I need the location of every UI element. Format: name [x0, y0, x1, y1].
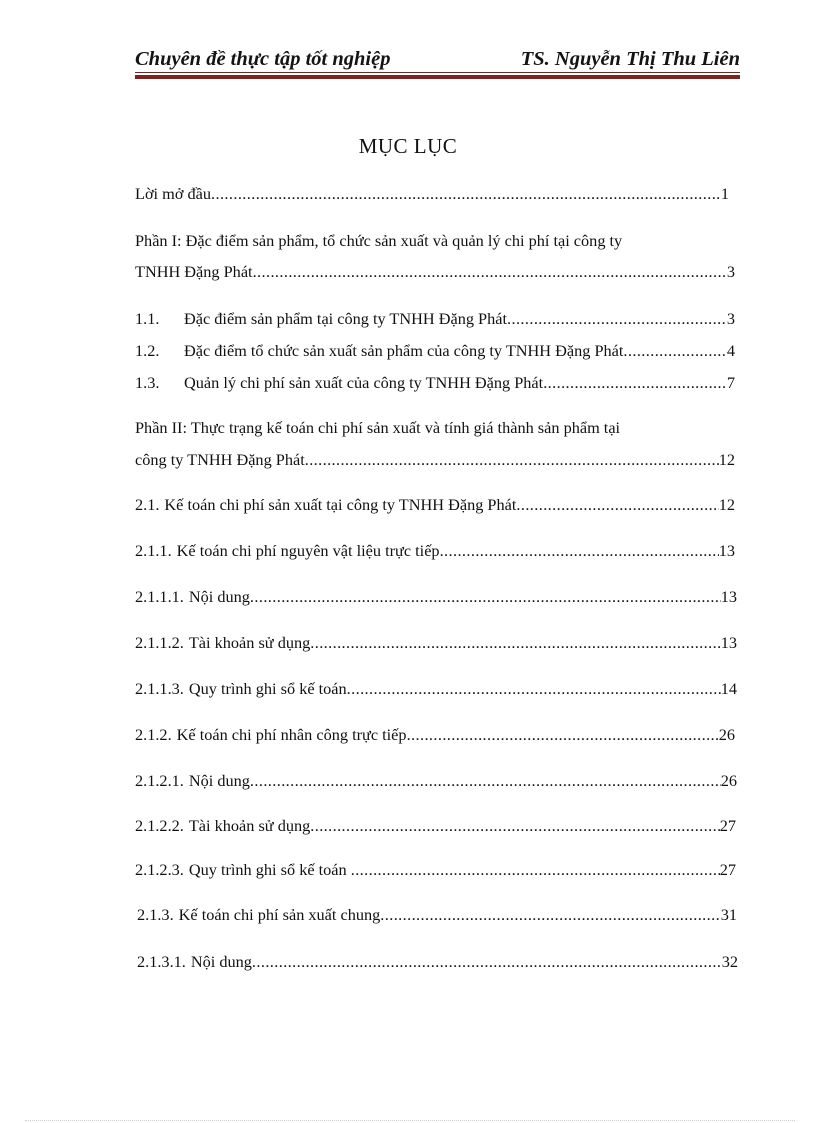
toc-entry[interactable] [135, 815, 736, 837]
toc-page-number: 4 [726, 341, 735, 360]
toc-entry-number: 2.1.2.2. [135, 816, 184, 835]
toc-entry-number: 1.2. [135, 341, 160, 360]
toc-page-number: 3 [726, 309, 735, 328]
toc-page-number: 14 [720, 679, 737, 698]
toc-entry-text: Kế toán chi phí nguyên vật liệu trực tiếp [176, 541, 440, 560]
toc-dot-leader [310, 815, 719, 837]
toc-entry-text: Kế toán chi phí sản xuất tại công ty TNHH Đặng Phát [164, 495, 517, 514]
toc-entry-text: Lời mở đầu [135, 184, 212, 203]
toc-page-number: 13 [720, 587, 737, 606]
toc-dot-leader [623, 340, 726, 362]
toc-entry[interactable] [135, 540, 735, 562]
toc-entry-text: Quản lý chi phí sản xuất của công ty TNHH Đặng Phát [184, 373, 544, 392]
toc-entry-number: 2.1.2.3. [135, 860, 184, 879]
toc-entry-text: Nội dung [190, 952, 252, 971]
toc-entry-number: 2.1.1.1. [135, 587, 184, 606]
toc-entry-number: 2.1.1.2. [135, 633, 184, 652]
toc-entry[interactable] [135, 183, 729, 205]
toc-page-number: 13 [720, 633, 737, 652]
toc-page-number: 26 [718, 725, 735, 744]
toc-entry-text: Kế toán chi phí nhân công trực tiếp [176, 725, 407, 744]
toc-dot-leader [305, 449, 719, 471]
toc-page-number: 32 [721, 952, 738, 971]
toc-page-number: 3 [726, 262, 735, 281]
toc-dot-leader [351, 859, 720, 881]
toc-page-number: 13 [718, 541, 735, 560]
toc-entry-number: 2.1.2.1. [135, 771, 184, 790]
header-document-type: Chuyên đề thực tập tốt nghiệp [135, 48, 391, 70]
toc-entry-text: Nội dung [188, 587, 250, 606]
page-title: MỤC LỤC [358, 134, 458, 158]
toc-entry-heading-line[interactable]: Phần II: Thực trạng kế toán chi phí sản xuất và tính giá thành sản phẩm tại [135, 418, 621, 437]
toc-entry-text: Đặc điểm sản phẩm tại công ty TNHH Đặng Phát [184, 309, 507, 328]
header-advisor-name: TS. Nguyễn Thị Thu Liên [520, 48, 740, 70]
toc-entry[interactable] [135, 449, 735, 471]
toc-entry-number: 1.3. [135, 373, 160, 392]
toc-entry-text: Tài khoản sử dụng [188, 633, 311, 652]
toc-entry-heading-line[interactable]: Phần I: Đặc điểm sản phẩm, tổ chức sản xuất và quản lý chi phí tại công ty [135, 231, 623, 250]
toc-entry[interactable] [135, 494, 735, 516]
toc-dot-leader [516, 494, 718, 516]
toc-entry[interactable] [135, 261, 735, 283]
toc-page-number: 31 [720, 905, 737, 924]
page-header [135, 46, 740, 72]
toc-page-number: 7 [726, 373, 735, 392]
header-divider [135, 72, 740, 79]
toc-entry-text: Nội dung [188, 771, 250, 790]
toc-page-number: 1 [720, 184, 729, 203]
toc-dot-leader [507, 308, 727, 330]
toc-dot-leader [440, 540, 719, 562]
toc-entry-number: 2.1.3.1. [137, 952, 186, 971]
toc-dot-leader [250, 586, 721, 608]
toc-entry[interactable] [135, 308, 735, 330]
toc-page-number: 12 [718, 495, 735, 514]
toc-entry-text: Quy trình ghi sổ kế toán [188, 679, 347, 698]
toc-dot-leader [347, 678, 721, 700]
page-bottom-border [25, 1120, 795, 1122]
toc-entry-text: Quy trình ghi sổ kế toán [188, 860, 351, 879]
toc-dot-leader [310, 632, 720, 654]
toc-entry[interactable] [135, 340, 735, 362]
toc-entry-text: Tài khoản sử dụng [188, 816, 311, 835]
toc-entry-text: TNHH Đặng Phát [135, 262, 253, 281]
toc-page-number: 12 [718, 450, 735, 469]
toc-entry-number: 2.1.3. [137, 905, 174, 924]
toc-dot-leader [250, 770, 721, 792]
toc-entry-text: Đặc điểm tổ chức sản xuất sản phẩm của công ty TNHH Đặng Phát [184, 341, 624, 360]
toc-entry[interactable] [135, 372, 735, 394]
toc-page-number: 27 [719, 860, 736, 879]
toc-dot-leader [211, 183, 721, 205]
toc-dot-leader [252, 951, 722, 973]
toc-entry-number: 2.1.1. [135, 541, 172, 560]
toc-entry-number: 1.1. [135, 309, 160, 328]
toc-entry[interactable] [135, 770, 737, 792]
toc-entry-text: công ty TNHH Đặng Phát [135, 450, 305, 469]
toc-entry[interactable] [135, 678, 737, 700]
header-divider-thick [135, 75, 740, 79]
toc-entry-number: 2.1.1.3. [135, 679, 184, 698]
toc-entry[interactable] [137, 951, 738, 973]
toc-entry-number: 2.1. [135, 495, 160, 514]
toc-dot-leader [380, 904, 720, 926]
toc-entry-number: 2.1.2. [135, 725, 172, 744]
toc-dot-leader [407, 724, 719, 746]
toc-page-number: 26 [720, 771, 737, 790]
toc-dot-leader [543, 372, 727, 394]
toc-entry[interactable] [135, 586, 737, 608]
toc-entry[interactable] [135, 724, 735, 746]
toc-dot-leader [253, 261, 727, 283]
toc-entry[interactable] [135, 859, 736, 881]
toc-page-number: 27 [719, 816, 736, 835]
header-divider-thin [135, 72, 740, 73]
toc-entry-text: Kế toán chi phí sản xuất chung [178, 905, 381, 924]
toc-entry[interactable] [137, 904, 737, 926]
toc-entry[interactable] [135, 632, 737, 654]
